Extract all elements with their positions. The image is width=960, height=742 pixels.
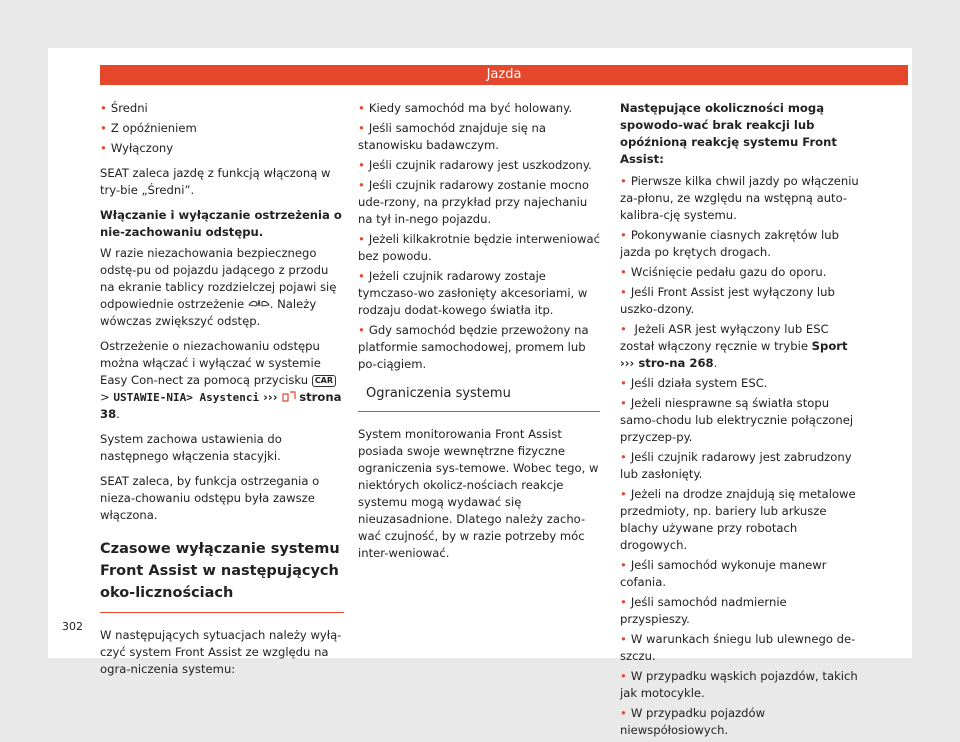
list-item: • Jeżeli niesprawne są światła stopu samo-chodu lub elektrycznie połączonej przyczep-py. [620, 395, 860, 446]
column-left [100, 100, 344, 686]
section-heading: Czasowe wyłączanie systemu Front Assist w następujących oko-licznościach [100, 538, 344, 613]
list-item: • Pierwsze kilka chwil jazdy po włączeniu za-płonu, ze względu na wstępną auto-kalibra-cję systemu. [620, 173, 860, 224]
list-item: • W przypadku wąskich pojazdów, takich jak motocykle. [620, 668, 860, 702]
list-item: • Jeśli czujnik radarowy zostanie mocno ude-rzony, na przykład przy najechaniu na tył in-nego pojazdu. [358, 177, 600, 228]
list-item: • Jeśli samochód wykonuje manewr cofania. [620, 557, 860, 591]
list-item: • Jeśli czujnik radarowy jest zabrudzony lub zasłonięty. [620, 449, 860, 483]
list-item: • Gdy samochód będzie przewożony na platformie samochodowej, promem lub po-ciągiem. [358, 322, 600, 373]
page-reference-icon [282, 391, 296, 402]
list-item: • W warunkach śniegu lub ulewnego de-szczu. [620, 631, 860, 665]
paragraph: Ostrzeżenie o niezachowaniu odstępu można włączać i wyłączać w systemie Easy Con-nect za pomocą przycisku CAR > USTAWIE-NIA> Asystenci ››› strona 38. [100, 339, 342, 421]
list-item: • W przypadku pojazdów niewspółosiowych. [620, 705, 860, 739]
list-item: • Jeśli samochód nadmiernie przyspieszy. [620, 594, 860, 628]
column-right [620, 100, 860, 742]
car-button-icon: CAR [312, 375, 336, 387]
page-reference-link[interactable]: strona 38 [100, 390, 342, 421]
section-header: Jazda [100, 65, 908, 85]
list-item: • Jeżeli czujnik radarowy zostaje tymczaso-wo zasłonięty akcesoriami, w rodzaju dodat-kowego światła itp. [358, 268, 600, 319]
list-item: • Jeżeli kilkakrotnie będzie interweniować bez powodu. [358, 231, 600, 265]
option-item: • Średni [100, 100, 344, 117]
menu-path: USTAWIE-NIA> Asystenci [113, 391, 260, 404]
option-item: • Z opóźnieniem [100, 120, 344, 137]
subheading: Włączanie i wyłączanie ostrzeżenia o nie-zachowaniu odstępu. [100, 208, 342, 239]
list-item: • Jeśli samochód znajduje się na stanowisku badawczym. [358, 120, 600, 154]
section-heading: Ograniczenia systemu [358, 385, 600, 412]
page-reference-link[interactable]: Sport ››› stro-na 268 [620, 339, 848, 370]
subheading: Następujące okoliczności mogą spowodo-wać brak reakcji lub opóźnioną reakcję systemu Front Assist: [620, 101, 837, 166]
distance-warning-icon [248, 298, 270, 308]
paragraph: System zachowa ustawienia do następnego włączenia stacyjki. [100, 432, 282, 463]
paragraph: W razie niezachowania bezpiecznego odstę-pu od pojazdu jadącego z przodu na ekranie tablicy rozdzielczej pojawi się odpowiednie ostrzeżenie . Należy wówczas zwiększyć odstęp. [100, 246, 337, 328]
list-item: • Pokonywanie ciasnych zakrętów lub jazda po krętych drogach. [620, 227, 860, 261]
paragraph: SEAT zaleca jazdę z funkcją włączoną w try-bie „Średni”. [100, 166, 331, 197]
list-item: • Kiedy samochód ma być holowany. [358, 100, 600, 117]
option-item: • Wyłączony [100, 140, 344, 157]
list-item: • Jeśli Front Assist jest wyłączony lub uszko-dzony. [620, 284, 860, 318]
list-item: • Wciśnięcie pedału gazu do oporu. [620, 264, 860, 281]
list-item: • Jeżeli na drodze znajdują się metalowe przedmioty, np. bariery lub arkusze blachy używane przy robotach drogowych. [620, 486, 860, 554]
paragraph: System monitorowania Front Assist posiada swoje wewnętrzne fizyczne ograniczenia sys-temowe. Wobec tego, w niektórych okolicz-nościach reakcje systemu mogą wydawać się nieuzasadnione. Dlatego należy zacho-wać czujność, by w razie potrzeby móc inter-weniować. [358, 427, 599, 560]
paragraph: W następujących sytuacjach należy wyłą-czyć system Front Assist ze względu na ogra-niczenia systemu: [100, 628, 342, 676]
list-item: • Jeśli działa system ESC. [620, 375, 860, 392]
column-middle [358, 100, 600, 570]
page-number: 302 [62, 620, 83, 633]
paragraph: SEAT zaleca, by funkcja ostrzegania o nieza-chowaniu odstępu była zawsze włączona. [100, 474, 320, 522]
manual-page [48, 48, 912, 737]
list-item: • Jeżeli ASR jest wyłączony lub ESC został włączony ręcznie w trybie Sport ››› stro-na 268. [620, 321, 860, 372]
list-item: • Jeśli czujnik radarowy jest uszkodzony. [358, 157, 600, 174]
